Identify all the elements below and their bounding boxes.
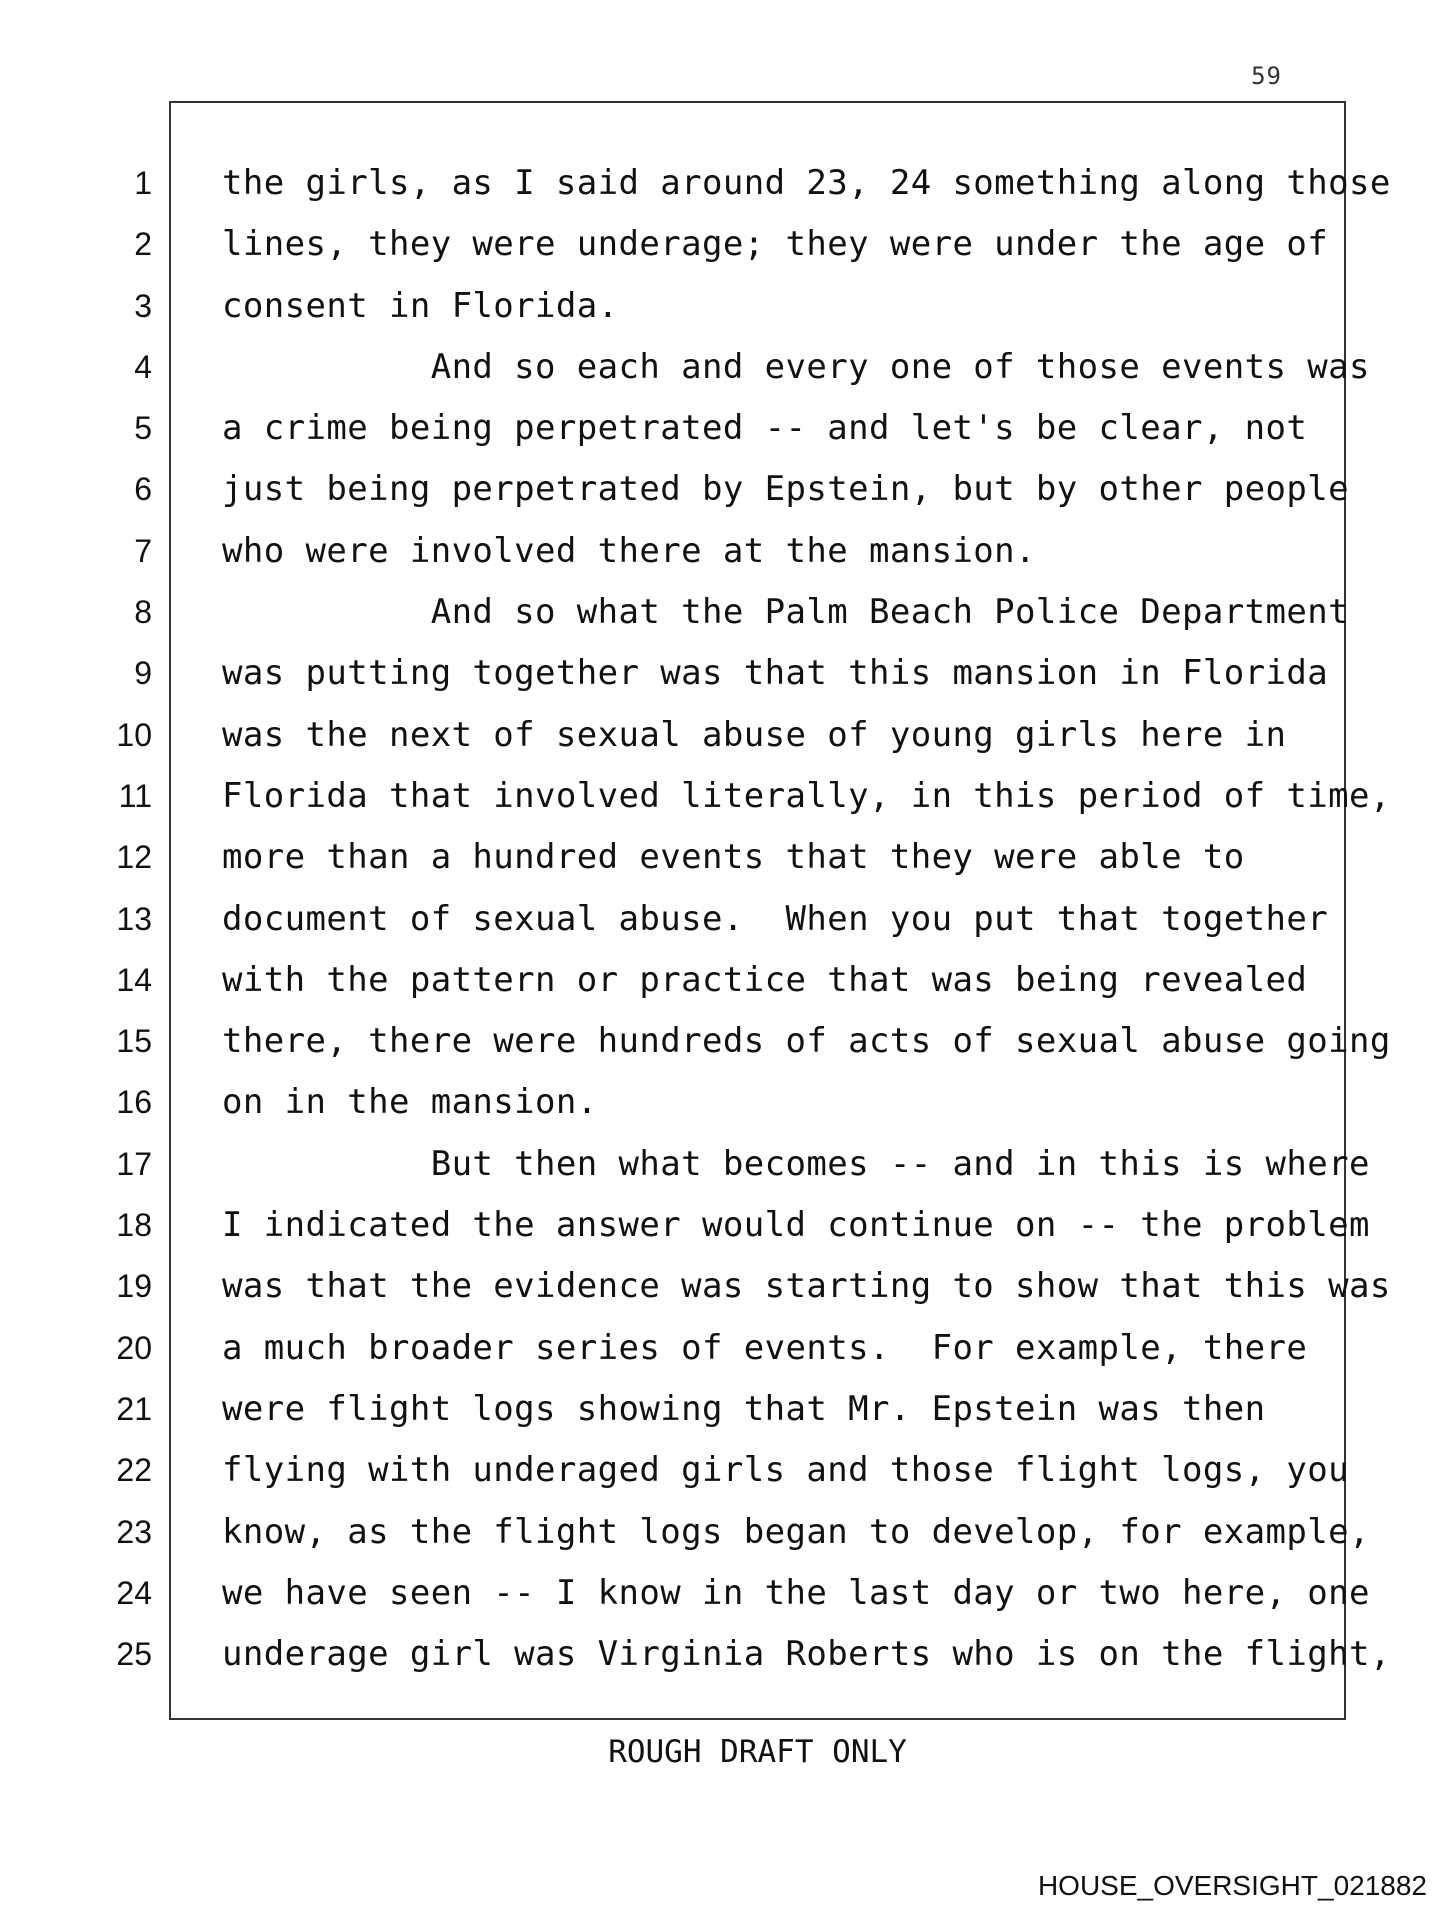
transcript-line: with the pattern or practice that was being revealed [222, 959, 1308, 1000]
line-number: 11 [118, 777, 152, 814]
transcript-line: document of sexual abuse. When you put that together [222, 898, 1329, 939]
line-number: 3 [134, 287, 152, 324]
transcript-line: Florida that involved literally, in this period of time, [222, 775, 1391, 816]
line-number: 12 [116, 839, 152, 876]
line-number: 10 [116, 716, 152, 753]
line-number: 9 [134, 655, 152, 692]
line-number: 22 [116, 1452, 152, 1489]
line-number: 15 [116, 1023, 152, 1060]
transcript-line: the girls, as I said around 23, 24 something along those [222, 163, 1391, 203]
bates-number: HOUSE_OVERSIGHT_021882 [1037, 1870, 1427, 1901]
line-number: 14 [116, 961, 152, 998]
line-number: 1 [134, 165, 152, 201]
line-number: 5 [134, 410, 152, 447]
transcript-line: a crime being perpetrated -- and let's be clear, not [222, 408, 1308, 449]
line-number: 6 [134, 471, 152, 508]
line-number: 17 [116, 1145, 152, 1182]
transcript-line: just being perpetrated by Epstein, but by other people [222, 469, 1349, 510]
transcript-line: more than a hundred events that they were able to [222, 837, 1245, 878]
transcript-text [222, 155, 1391, 1687]
rough-draft-label: ROUGH DRAFT ONLY [608, 1734, 907, 1770]
transcript-line: was that the evidence was starting to show that this was [222, 1266, 1391, 1307]
transcript-line: But then what becomes -- and in this is where [222, 1143, 1370, 1184]
transcript-line: were flight logs showing that Mr. Epstein was then [222, 1388, 1266, 1429]
line-number-column [80, 155, 152, 1687]
transcript-line: I indicated the answer would continue on -- the problem [222, 1205, 1370, 1246]
transcript-line: who were involved there at the mansion. [222, 530, 1036, 571]
line-number: 23 [116, 1513, 152, 1550]
line-number: 8 [134, 594, 152, 631]
line-number: 20 [116, 1329, 152, 1366]
transcript-line: And so what the Palm Beach Police Department [222, 592, 1349, 633]
line-number: 4 [134, 348, 152, 385]
line-number: 18 [116, 1207, 152, 1244]
transcript-line: we have seen -- I know in the last day or two here, one [222, 1572, 1370, 1613]
line-number: 25 [116, 1636, 152, 1673]
page-number: 59 [1251, 62, 1282, 90]
transcript-line: there, there were hundreds of acts of sexual abuse going [222, 1021, 1391, 1062]
line-number: 16 [116, 1084, 152, 1121]
line-number: 2 [134, 226, 152, 263]
transcript-line: was the next of sexual abuse of young girls here in [222, 714, 1287, 755]
line-number: 21 [116, 1390, 152, 1427]
transcript-line: underage girl was Virginia Roberts who is on the flight, [222, 1634, 1391, 1675]
transcript-line: flying with underaged girls and those flight logs, you [222, 1450, 1349, 1491]
transcript-line: And so each and every one of those events was [222, 346, 1370, 387]
transcript-line: consent in Florida. [222, 285, 619, 326]
transcript-line: lines, they were underage; they were under the age of [222, 224, 1329, 265]
line-number: 7 [134, 532, 152, 569]
line-number: 24 [116, 1574, 152, 1611]
line-number: 13 [116, 900, 152, 937]
transcript-line: know, as the flight logs began to develop, for example, [222, 1511, 1370, 1552]
line-number: 19 [116, 1268, 152, 1305]
transcript-line: on in the mansion. [222, 1082, 598, 1123]
transcript-line: was putting together was that this mansion in Florida [222, 653, 1329, 694]
transcript-line: a much broader series of events. For example, there [222, 1327, 1308, 1368]
